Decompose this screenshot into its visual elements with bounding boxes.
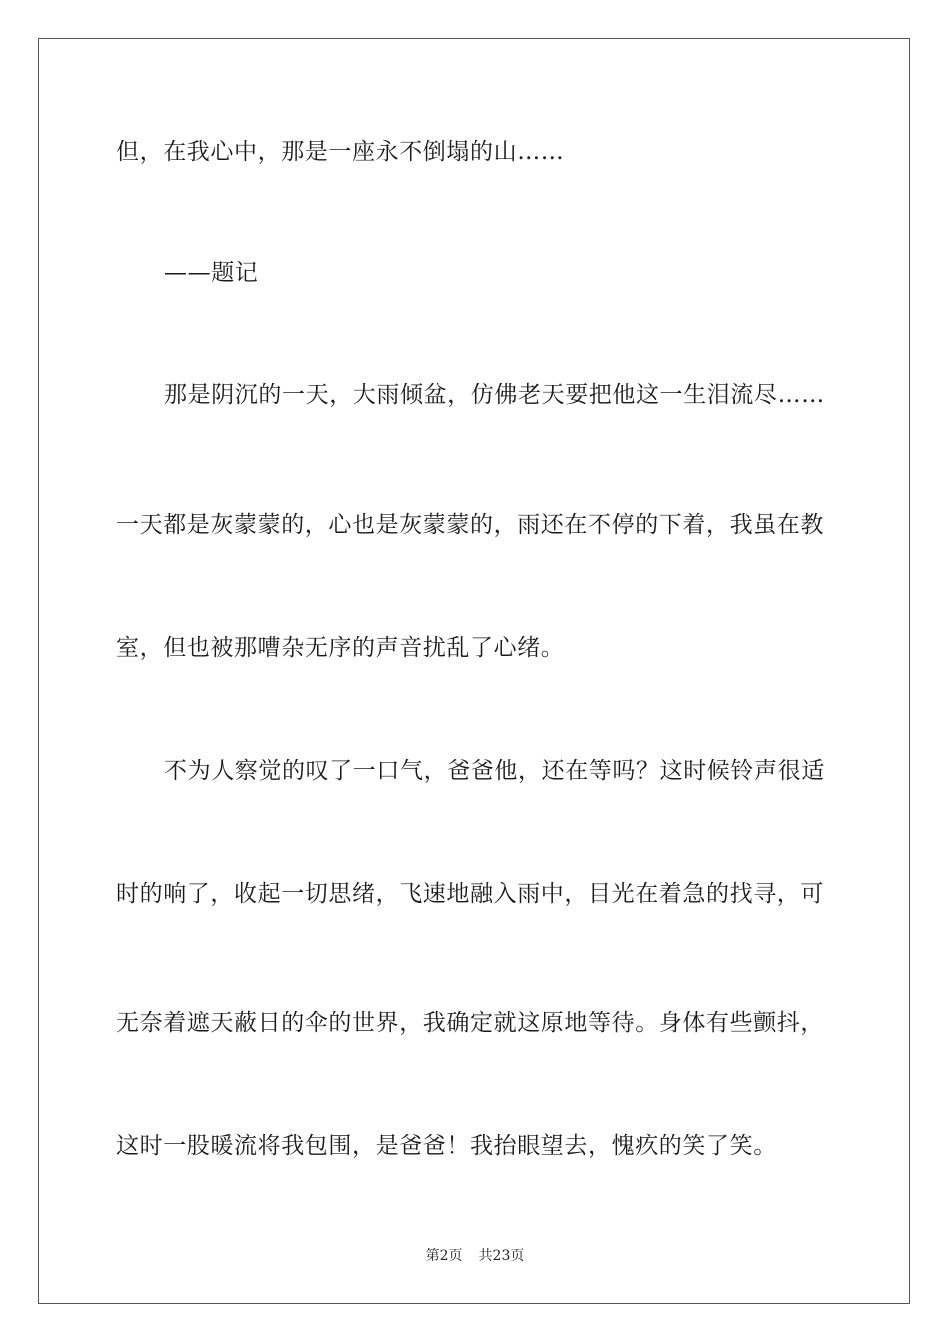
text-line-1: 但，在我心中，那是一座永不倒塌的山…… xyxy=(116,139,565,165)
text-line-4: 一天都是灰蒙蒙的，心也是灰蒙蒙的，雨还在不停的下着，我虽在教 xyxy=(116,512,824,538)
text-line-3: 那是阴沉的一天，大雨倾盆，仿佛老天要把他这一生泪流尽…… xyxy=(164,382,825,408)
text-line-8: 无奈着遮天蔽日的伞的世界，我确定就这原地等待。身体有些颤抖， xyxy=(116,1010,824,1036)
text-line-5: 室，但也被那嘈杂无序的声音扰乱了心绪。 xyxy=(116,635,565,661)
page-footer xyxy=(0,1246,950,1266)
page-number: 第2页 xyxy=(425,1248,463,1264)
page-border xyxy=(38,38,910,1304)
text-line-7: 时的响了，收起一切思绪，飞速地融入雨中，目光在着急的找寻，可 xyxy=(116,881,824,907)
page-total: 共23页 xyxy=(478,1248,525,1264)
text-line-6: 不为人察觉的叹了一口气，爸爸他，还在等吗？这时候铃声很适 xyxy=(164,758,825,784)
text-line-9: 这时一股暖流将我包围，是爸爸！我抬眼望去，愧疚的笑了笑。 xyxy=(116,1133,777,1159)
text-line-2: ——题记 xyxy=(164,260,259,286)
